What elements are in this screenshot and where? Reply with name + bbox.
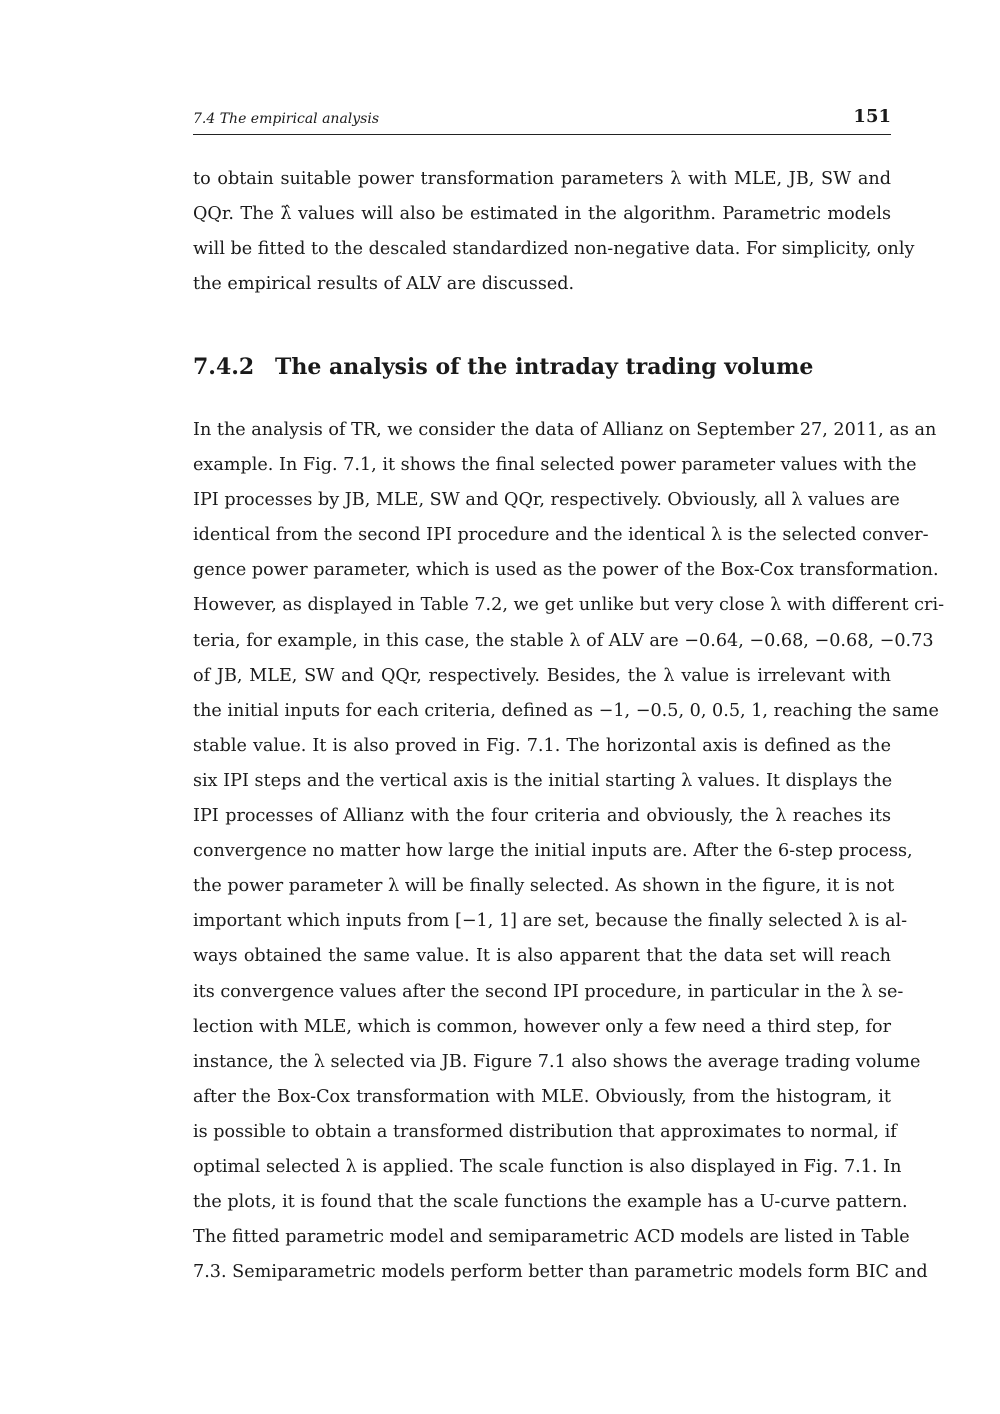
text-line: important which inputs from [−1, 1] are set, because the finally selected λ is al- bbox=[193, 911, 908, 932]
section-title: The analysis of the intraday trading volume bbox=[275, 354, 814, 380]
text-line: IPI processes by JB, MLE, SW and QQr, respectively. Obviously, all λ values are bbox=[193, 490, 900, 511]
text-line: of JB, MLE, SW and QQr, respectively. Besides, the λ value is irrelevant with bbox=[193, 665, 891, 686]
text-line: the empirical results of ALV are discussed. bbox=[193, 274, 575, 295]
text-line: the power parameter λ will be finally selected. As shown in the figure, it is not bbox=[193, 876, 895, 897]
text-line: teria, for example, in this case, the stable λ of ALV are −0.64, −0.68, −0.68, −0.73 bbox=[193, 630, 934, 651]
section-number: 7.4.2 bbox=[193, 354, 255, 380]
text-line: instance, the λ selected via JB. Figure 7.1 also shows the average trading volume bbox=[193, 1051, 921, 1072]
text-line: stable value. It is also proved in Fig. 7.1. The horizontal axis is defined as the bbox=[193, 735, 891, 756]
text-line: example. In Fig. 7.1, it shows the final selected power parameter values with the bbox=[193, 455, 917, 476]
text-line: In the analysis of TR, we consider the data of Allianz on September 27, 2011, as an bbox=[193, 420, 937, 440]
intro-paragraph bbox=[193, 162, 915, 302]
text-line: gence power parameter, which is used as the power of the Box-Cox transformation. bbox=[193, 560, 939, 581]
text-line: will be fitted to the descaled standardized non-negative data. For simplicity, only bbox=[193, 239, 915, 260]
section-heading bbox=[193, 354, 891, 380]
text-line: 7.3. Semiparametric models perform better than parametric models form BIC and bbox=[193, 1262, 928, 1283]
main-paragraph bbox=[193, 413, 945, 1290]
text-line: convergence no matter how large the initial inputs are. After the 6-step process, bbox=[193, 841, 913, 862]
text-line: six IPI steps and the vertical axis is the initial starting λ values. It displays the bbox=[193, 770, 893, 791]
text-line: after the Box-Cox transformation with MLE. Obviously, from the histogram, it bbox=[193, 1086, 891, 1107]
text-line: optimal selected λ is applied. The scale function is also displayed in Fig. 7.1. In bbox=[193, 1156, 902, 1177]
text-line: identical from the second IPI procedure and the identical λ is the selected conver- bbox=[193, 525, 929, 546]
text-line: is possible to obtain a transformed distribution that approximates to normal, if bbox=[193, 1121, 897, 1142]
text-line: ways obtained the same value. It is also apparent that the data set will reach bbox=[193, 946, 891, 967]
page-number: 151 bbox=[853, 106, 891, 127]
text-line: to obtain suitable power transformation parameters λ with MLE, JB, SW and bbox=[193, 169, 891, 189]
text-line: the initial inputs for each criteria, defined as −1, −0.5, 0, 0.5, 1, reaching the same bbox=[193, 700, 939, 721]
text-line: its convergence values after the second IPI procedure, in particular in the λ se- bbox=[193, 981, 904, 1002]
text-line: However, as displayed in Table 7.2, we get unlike but very close λ with different cri- bbox=[193, 595, 945, 616]
text-line: QQr. The λ̂ values will also be estimated in the algorithm. Parametric models bbox=[193, 204, 891, 225]
running-header bbox=[193, 106, 891, 135]
text-line: the plots, it is found that the scale functions the example has a U-curve pattern. bbox=[193, 1192, 908, 1213]
text-line: IPI processes of Allianz with the four criteria and obviously, the λ reaches its bbox=[193, 806, 891, 827]
running-title: 7.4 The empirical analysis bbox=[193, 111, 380, 127]
text-line: The fitted parametric model and semiparametric ACD models are listed in Table bbox=[193, 1227, 910, 1248]
text-line: lection with MLE, which is common, however only a few need a third step, for bbox=[193, 1016, 891, 1037]
